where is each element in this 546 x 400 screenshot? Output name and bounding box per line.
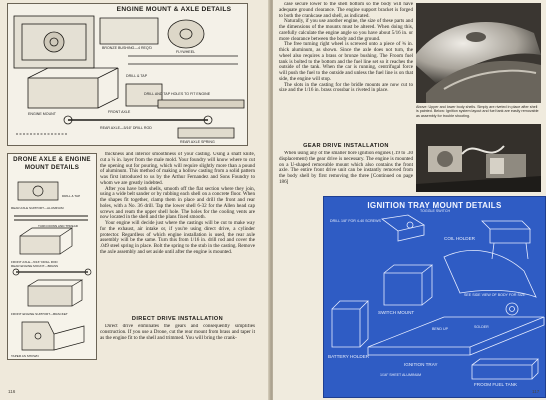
paragraph: After you have both shells, smooth off the flat section where they join, using a wide belt sander or by rubbing each shell on a concrete floor. When the shapes fit together, clamp them in place and drill the front and rear holes, with a No. 36 drill. Tap the lower shell 6-32 for the Allen head cap screws and ream the upper shell hole. The holes for the cooling vents are now located in the shell and the plans fixed smooth. [100,185,255,221]
ignition-tray-blueprint [323,196,546,398]
flywheel-label: FLYWHEEL [176,50,196,54]
engine-mount-label: ENGINE MOUNT [28,112,56,116]
body-shells-image [416,3,541,103]
switch-mount-label: SWITCH MOUNT [378,310,415,315]
paragraph: The slots in the casting for the bridle mounts are now cut to size and the 1/16 in. brass crossbar is riveted in place. [279,81,413,94]
front-axle-label: FRONT AXLE [108,110,131,114]
body-shells-photo [416,3,541,103]
drone-front-axle-label: FRONT AXLE—5/16" DRILL ROD [11,260,58,264]
engine-mount-diagram [7,3,248,146]
photo-caption: Above: Upper and lower body shells. Simply are riveted in place after shell is painted. Below: Ignition system layout and fuel tank are easily removable as assembly for trouble shooting. [416,105,539,118]
solder-label: SOLDER [474,325,489,329]
coil-holder-label: COIL HOLDER [444,236,475,241]
paragraph: Direct drive eliminates the gears and consequently simplifies construction. If you use a Drone, cut the rear mount from brass and taper it as the engine fit to the shell and trimmed. You will bring the crank- [100,324,255,341]
drone-drill-tap-label: DRILL & TAP [62,194,81,198]
paragraph: thickness and interior smoothness of your casting. Using a shaft knife, cut a ¼ in. layer from the male mold. Your foundry will know where to cut the opening out for pouring, which will require slightly more than a pound of aluminum. This method of making a hollow casting from a solid pattern was first introduced to us by the Arthur Fernandez and Sons Foundry to whom we are greatly indebted. [100,152,255,186]
direct-drive-heading: DIRECT DRIVE INSTALLATION [131,316,224,322]
rear-engine-mount-label: REAR ENGINE MOUNT—BRASS [11,264,59,268]
right-page [273,0,546,400]
right-text-column [279,2,413,140]
front-engine-support-label: FRONT ENGINE SUPPORT—BRACKET [11,312,68,316]
paragraph: Naturally, if you use another engine, the size of these parts and the dimensions of the mounts must be altered. When doing this, carefully calculate the engine angle so you have about 5/16 in. or more clearance between the body and the ground. [279,18,413,42]
see-side-label: SEE SIDE VIEW OF BODY FOR SIZE [464,293,526,297]
froom-fuel-tank-label: FROOM FUEL TANK [474,382,518,387]
page-number-right: 117 [532,389,540,394]
turn-down-label: TURN DOWN AND THREAD [38,224,78,228]
rear-axle-spring-label: REAR AXLE SPRING [180,140,215,144]
engine-holes-note: DRILL AND TAP HOLES TO FIT ENGINE [144,92,211,96]
material-label: 1/16" SHEET ALUMINUM [380,373,422,377]
drone-axle-drawing [8,154,96,359]
paragraph: Your engine will decide just where the castings will be cut to make way for the exhaust, air intake or, if you're using direct drive, a cylinder protector. Regardless of which engine installation is used, the rear axle assembly will be the same. Turn this from 1/16 in. drill rod and cover the .049 steel spring in place. Bolt the spring to the stub in the casting. Remove the axle assembly and set aside until after the engine is mounted. [100,220,255,255]
rear-axle-support-label: REAR AXLE SUPPORT—ALUMINUM [11,206,64,210]
engine-mount-title: ENGINE MOUNT & AXLE DETAILS [116,6,232,13]
drone-axle-diagram [7,153,97,360]
left-text-column [100,152,255,312]
battery-holder-label: BATTERY HOLDER [328,354,370,359]
paragraph: The free turning right wheel is screwed onto a piece of ¾ in. thick aluminum, as shown. Since the axle does not turn, the wheel also requires a brass or bronze bushing. The Froom fuel tank is bolted to the bottom and the fuel line set so it reaches the outside of the tank. When the car is running, centrifugal force will push the fuel to the outside and unless the fuel line is on that side, the engine will stop. [279,41,413,82]
paragraph: case secure lower to the shell bottom so the body will have adequate ground clearance. The engine support bracket is forged to both the crankcase and shell, as indicated. [279,2,413,19]
ignition-tray-drawing [324,197,545,397]
left-page [0,0,270,400]
ignition-system-photo [416,124,541,192]
ignition-tray-label: IGNITION TRAY [404,362,438,367]
bronze-bushing-label: BRONZE BUSHING—4 REQ'D [102,46,153,50]
taper-label: TAPER AS SHOWN [11,354,39,358]
paragraph: When using any of the smaller bore ignition engines (.19 to .30 displacement) the gear drive is necessary. The engine is mounted on a U-shaped removable mount which also contains the front axle. The entire front drive unit can be instantly removed from the body shell by first removing the three [Continued on page 186] [279,151,413,185]
bend-up-label: BEND UP [432,327,448,331]
rear-axle-label: REAR AXLE—5/16" DRILL ROD [100,126,152,130]
drill-note-label: DRILL 1/8" FOR 4-40 SCREWS [330,219,381,223]
drill-tap-label: DRILL & TAP [126,74,148,78]
ignition-tray-title: IGNITION TRAY MOUNT DETAILS [367,201,502,210]
toggle-switch-label: TOGGLE SWITCH [420,209,451,213]
page-number-left: 116 [8,389,16,394]
left-text-column-continued [100,324,255,386]
drone-axle-title: DRONE AXLE & ENGINE MOUNT DETAILS [13,156,91,171]
right-text-column-continued [279,151,413,197]
gear-drive-heading: GEAR DRIVE INSTALLATION [303,143,389,149]
ignition-system-image [416,124,541,192]
